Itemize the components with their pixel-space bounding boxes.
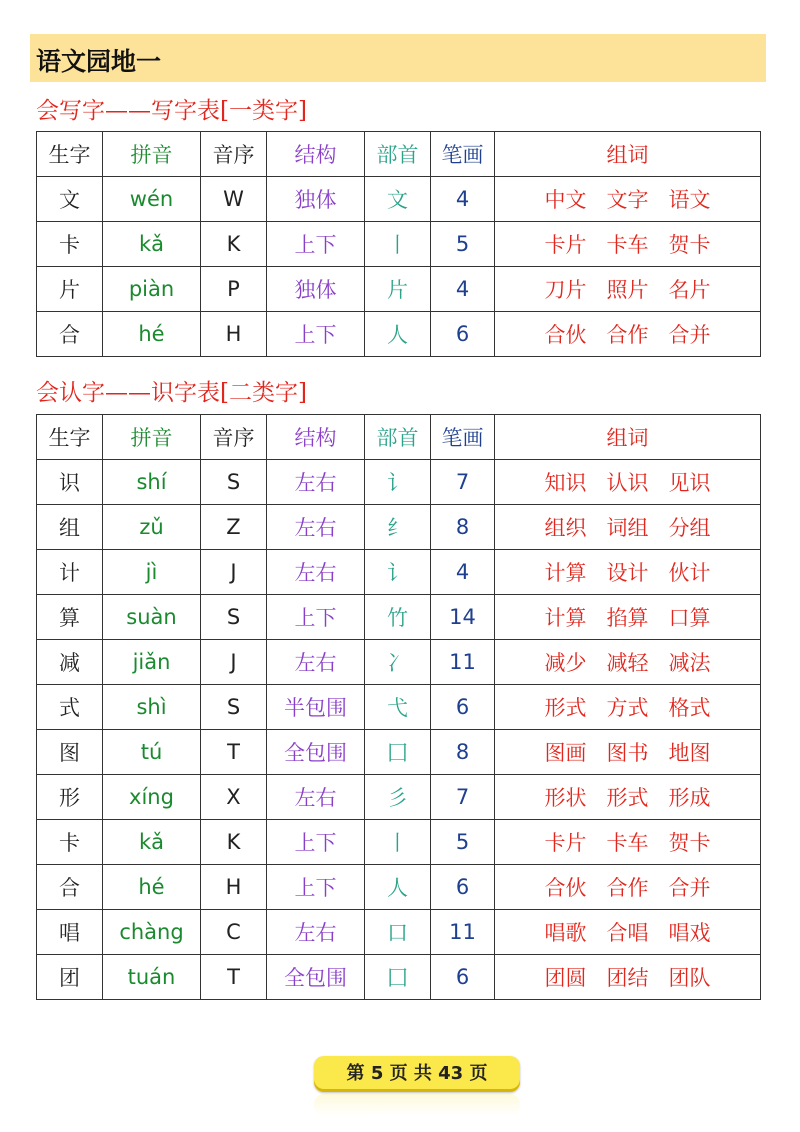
pinyin-cell: kǎ [103, 820, 201, 865]
word-item: 团队 [668, 966, 711, 990]
table-row [37, 775, 761, 820]
strokes-cell: 11 [431, 640, 495, 685]
radical-cell: 人 [365, 312, 431, 357]
structure-cell: 左右 [267, 505, 365, 550]
order-letter-cell: H [201, 865, 267, 910]
structure-cell: 上下 [267, 222, 365, 267]
structure-cell: 左右 [267, 550, 365, 595]
pinyin-cell: shì [103, 685, 201, 730]
strokes-cell: 5 [431, 222, 495, 267]
structure-cell: 全包围 [267, 955, 365, 1000]
word-item: 计算 [544, 606, 587, 630]
order-letter-cell: C [201, 910, 267, 955]
pinyin-cell: jì [103, 550, 201, 595]
word-item: 减少 [544, 651, 587, 675]
character-cell: 卡 [37, 222, 103, 267]
radical-cell: 丨 [365, 820, 431, 865]
word-item: 分组 [668, 516, 711, 540]
strokes-cell: 6 [431, 685, 495, 730]
words-cell [495, 730, 761, 775]
word-item: 减法 [668, 651, 711, 675]
character-cell: 文 [37, 177, 103, 222]
word-item: 知识 [544, 471, 587, 495]
word-item: 计算 [544, 561, 587, 585]
words-cell [495, 955, 761, 1000]
order-letter-cell: S [201, 595, 267, 640]
pinyin-cell: piàn [103, 267, 201, 312]
table-header-row [37, 415, 761, 460]
radical-cell: 彡 [365, 775, 431, 820]
radical-cell: 纟 [365, 505, 431, 550]
pinyin-cell: tú [103, 730, 201, 775]
strokes-cell: 8 [431, 505, 495, 550]
header-order: 音序 [201, 415, 267, 460]
structure-cell: 上下 [267, 595, 365, 640]
order-letter-cell: S [201, 460, 267, 505]
strokes-cell: 4 [431, 550, 495, 595]
table-row [37, 267, 761, 312]
structure-cell: 全包围 [267, 730, 365, 775]
word-item: 卡车 [606, 233, 649, 257]
word-item: 见识 [668, 471, 711, 495]
table-row [37, 685, 761, 730]
words-cell [495, 222, 761, 267]
table-row [37, 460, 761, 505]
word-item: 词组 [606, 516, 649, 540]
table-row [37, 222, 761, 267]
word-item: 贺卡 [668, 831, 711, 855]
words-cell [495, 460, 761, 505]
character-cell: 片 [37, 267, 103, 312]
radical-cell: 片 [365, 267, 431, 312]
header-strokes: 笔画 [431, 415, 495, 460]
word-item: 团圆 [544, 966, 587, 990]
table-row [37, 730, 761, 775]
word-item: 认识 [606, 471, 649, 495]
character-cell: 团 [37, 955, 103, 1000]
word-item: 合伙 [544, 323, 587, 347]
words-cell [495, 312, 761, 357]
page-indicator-reflection [314, 1094, 520, 1116]
strokes-cell: 7 [431, 460, 495, 505]
strokes-cell: 14 [431, 595, 495, 640]
character-cell: 卡 [37, 820, 103, 865]
header-radical: 部首 [365, 132, 431, 177]
table-row [37, 595, 761, 640]
words-cell [495, 177, 761, 222]
table-row [37, 910, 761, 955]
table-row [37, 312, 761, 357]
word-item: 合并 [668, 323, 711, 347]
pinyin-cell: wén [103, 177, 201, 222]
pinyin-cell: zǔ [103, 505, 201, 550]
order-letter-cell: S [201, 685, 267, 730]
radical-cell: 囗 [365, 955, 431, 1000]
order-letter-cell: H [201, 312, 267, 357]
writing-characters-table [36, 131, 761, 357]
word-item: 形式 [606, 786, 649, 810]
words-cell [495, 685, 761, 730]
table-row [37, 640, 761, 685]
character-cell: 减 [37, 640, 103, 685]
radical-cell: 弋 [365, 685, 431, 730]
order-letter-cell: J [201, 640, 267, 685]
structure-cell: 上下 [267, 820, 365, 865]
character-cell: 图 [37, 730, 103, 775]
structure-cell: 左右 [267, 910, 365, 955]
radical-cell: 竹 [365, 595, 431, 640]
header-pinyin: 拼音 [103, 415, 201, 460]
word-item: 组织 [544, 516, 587, 540]
order-letter-cell: T [201, 730, 267, 775]
reading-characters-table [36, 414, 761, 1000]
word-item: 形状 [544, 786, 587, 810]
word-item: 口算 [668, 606, 711, 630]
word-item: 合伙 [544, 876, 587, 900]
structure-cell: 半包围 [267, 685, 365, 730]
pinyin-cell: hé [103, 312, 201, 357]
header-words: 组词 [495, 415, 761, 460]
order-letter-cell: W [201, 177, 267, 222]
word-item: 减轻 [606, 651, 649, 675]
structure-cell: 上下 [267, 312, 365, 357]
table-header-row [37, 132, 761, 177]
structure-cell: 左右 [267, 775, 365, 820]
pinyin-cell: shí [103, 460, 201, 505]
word-item: 地图 [668, 741, 711, 765]
structure-cell: 左右 [267, 460, 365, 505]
order-letter-cell: Z [201, 505, 267, 550]
character-cell: 组 [37, 505, 103, 550]
radical-cell: 丨 [365, 222, 431, 267]
word-item: 图书 [606, 741, 649, 765]
table-row [37, 550, 761, 595]
word-item: 中文 [544, 188, 587, 212]
header-strokes: 笔画 [431, 132, 495, 177]
radical-cell: 文 [365, 177, 431, 222]
order-letter-cell: K [201, 820, 267, 865]
strokes-cell: 8 [431, 730, 495, 775]
word-item: 伙计 [668, 561, 711, 585]
word-item: 掐算 [606, 606, 649, 630]
structure-cell: 独体 [267, 267, 365, 312]
structure-cell: 左右 [267, 640, 365, 685]
strokes-cell: 11 [431, 910, 495, 955]
word-item: 唱戏 [668, 921, 711, 945]
structure-cell: 独体 [267, 177, 365, 222]
word-item: 卡片 [544, 831, 587, 855]
strokes-cell: 6 [431, 312, 495, 357]
table-row [37, 505, 761, 550]
character-cell: 式 [37, 685, 103, 730]
strokes-cell: 4 [431, 177, 495, 222]
pinyin-cell: hé [103, 865, 201, 910]
word-item: 文字 [606, 188, 649, 212]
page-title-bar [30, 34, 766, 82]
word-item: 唱歌 [544, 921, 587, 945]
section1-title: 会写字——写字表[一类字] [36, 98, 307, 124]
word-item: 设计 [606, 561, 649, 585]
table-row [37, 177, 761, 222]
radical-cell: 冫 [365, 640, 431, 685]
pinyin-cell: xíng [103, 775, 201, 820]
words-cell [495, 550, 761, 595]
words-cell [495, 820, 761, 865]
structure-cell: 上下 [267, 865, 365, 910]
words-cell [495, 910, 761, 955]
word-item: 卡车 [606, 831, 649, 855]
character-cell: 计 [37, 550, 103, 595]
radical-cell: 囗 [365, 730, 431, 775]
table-row [37, 955, 761, 1000]
word-item: 语文 [668, 188, 711, 212]
word-item: 名片 [668, 278, 711, 302]
section2-title: 会认字——识字表[二类字] [36, 380, 307, 406]
pinyin-cell: suàn [103, 595, 201, 640]
header-pinyin: 拼音 [103, 132, 201, 177]
pinyin-cell: jiǎn [103, 640, 201, 685]
words-cell [495, 640, 761, 685]
header-character: 生字 [37, 415, 103, 460]
page-indicator: 第 5 页 共 43 页 [314, 1056, 520, 1092]
pinyin-cell: chàng [103, 910, 201, 955]
word-item: 形式 [544, 696, 587, 720]
word-item: 卡片 [544, 233, 587, 257]
character-cell: 合 [37, 865, 103, 910]
word-item: 贺卡 [668, 233, 711, 257]
words-cell [495, 505, 761, 550]
word-item: 合并 [668, 876, 711, 900]
header-character: 生字 [37, 132, 103, 177]
order-letter-cell: P [201, 267, 267, 312]
words-cell [495, 775, 761, 820]
pinyin-cell: kǎ [103, 222, 201, 267]
words-cell [495, 595, 761, 640]
table-row [37, 865, 761, 910]
header-structure: 结构 [267, 415, 365, 460]
character-cell: 识 [37, 460, 103, 505]
word-item: 合唱 [606, 921, 649, 945]
word-item: 方式 [606, 696, 649, 720]
order-letter-cell: T [201, 955, 267, 1000]
header-radical: 部首 [365, 415, 431, 460]
strokes-cell: 6 [431, 955, 495, 1000]
header-words: 组词 [495, 132, 761, 177]
character-cell: 算 [37, 595, 103, 640]
header-structure: 结构 [267, 132, 365, 177]
words-cell [495, 865, 761, 910]
strokes-cell: 7 [431, 775, 495, 820]
word-item: 图画 [544, 741, 587, 765]
character-cell: 形 [37, 775, 103, 820]
radical-cell: 讠 [365, 550, 431, 595]
strokes-cell: 4 [431, 267, 495, 312]
strokes-cell: 6 [431, 865, 495, 910]
order-letter-cell: X [201, 775, 267, 820]
page-title: 语文园地一 [36, 47, 162, 76]
order-letter-cell: K [201, 222, 267, 267]
word-item: 格式 [668, 696, 711, 720]
word-item: 照片 [606, 278, 649, 302]
word-item: 刀片 [544, 278, 587, 302]
radical-cell: 口 [365, 910, 431, 955]
word-item: 形成 [668, 786, 711, 810]
words-cell [495, 267, 761, 312]
character-cell: 唱 [37, 910, 103, 955]
word-item: 合作 [606, 876, 649, 900]
word-item: 合作 [606, 323, 649, 347]
table-row [37, 820, 761, 865]
pinyin-cell: tuán [103, 955, 201, 1000]
character-cell: 合 [37, 312, 103, 357]
strokes-cell: 5 [431, 820, 495, 865]
radical-cell: 人 [365, 865, 431, 910]
order-letter-cell: J [201, 550, 267, 595]
header-order: 音序 [201, 132, 267, 177]
radical-cell: 讠 [365, 460, 431, 505]
word-item: 团结 [606, 966, 649, 990]
